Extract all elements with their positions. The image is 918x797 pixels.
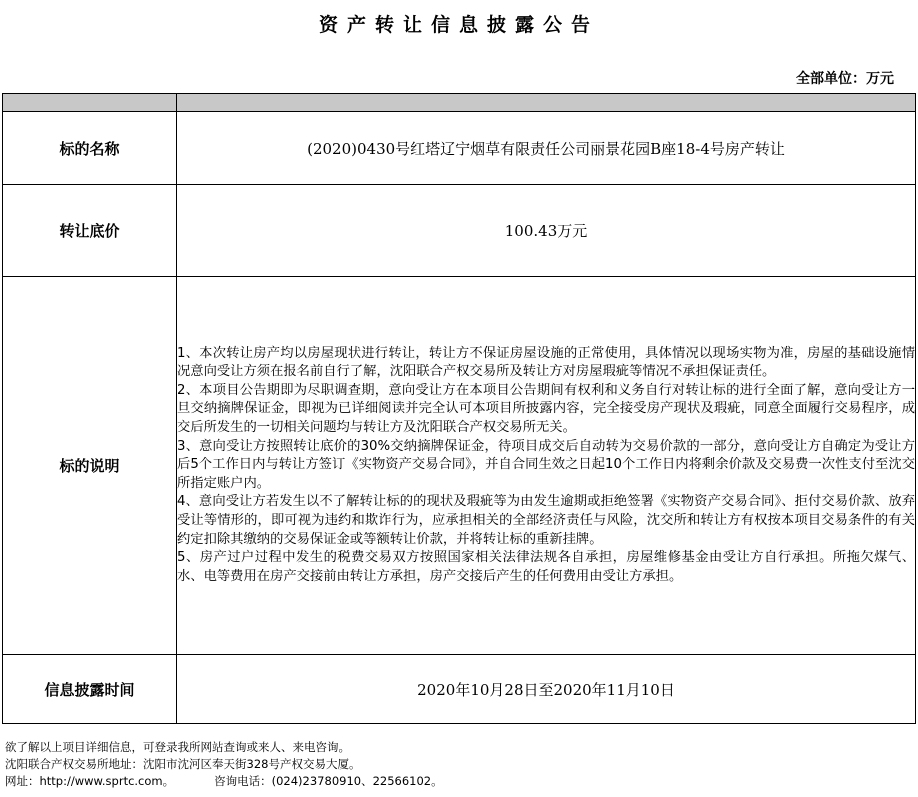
description-item: 3、意向受让方按照转让底价的30%交纳摘牌保证金，待项目成交后自动转为交易价款的一部分，意向受让方自确定为受让方后5个工作日内与转让方签订《实物资产交易合同》，并自合同生效之日起10个工作日内将剩余价款及交易费一次性支付至沈交所指定账户内。 xyxy=(177,438,915,491)
table-row-price xyxy=(3,185,916,277)
name-label: 标的名称 xyxy=(3,112,177,185)
table-row-name xyxy=(3,112,916,185)
footer-address-line: 沈阳联合产权交易所地址：沈阳市沈河区奉天街328号产权交易大厦。 xyxy=(5,757,361,771)
footer-website[interactable]: 网址：http://www.sprtc.com。 xyxy=(5,774,175,788)
description-item: 5、房产过户过程中发生的税费交易双方按照国家相关法律法规各自承担，房屋维修基金由受让方自行承担。所拖欠煤气、水、电等费用在房产交接前由转让方承担，房产交接后产生的任何费用由受让方承担。 xyxy=(177,550,915,584)
table-row-disclosure-time xyxy=(3,655,916,724)
description-item: 1、本次转让房产均以房屋现状进行转让，转让方不保证房屋设施的正常使用，具体情况以现场实物为准，房屋的基础设施情况意向受让方须在报名前自行了解，沈阳联合产权交易所及转让方对房屋瑕疵等情况不承担保证责任。 xyxy=(177,345,915,380)
description-item: 4、意向受让方若发生以不了解转让标的的现状及瑕疵等为由发生逾期或拒绝签署《实物资产交易合同》、拒付交易价款、放弃受让等情形的，即可视为违约和欺诈行为，应承担相关的全部经济责任与风险，沈交所和转让方有权按本项目交易条件的有关约定扣除其缴纳的交易保证金或等额转让价款，并将转让标的重新挂牌。 xyxy=(177,494,915,547)
footer-phone: 咨询电话：(024)23780910、22566102。 xyxy=(214,774,443,788)
price-value: 100.43万元 xyxy=(177,185,916,277)
description-content xyxy=(177,277,916,655)
disclosure-time-value: 2020年10月28日至2020年11月10日 xyxy=(177,655,916,724)
table-header-row xyxy=(3,94,916,112)
disclosure-table xyxy=(2,93,916,724)
unit-label: 全部单位：万元 xyxy=(796,71,894,87)
footer-contact-line xyxy=(5,773,443,790)
description-item: 2、本项目公告期即为尽职调查期，意向受让方在本项目公告期间有权利和义务自行对转让标的进行全面了解，意向受让方一旦交纳摘牌保证金，即视为已详细阅读并完全认可本项目所披露内容，完全接受房产现状及瑕疵，同意全面履行交易程序，成交后所发生的一切相关问题均与转让方及沈阳联合产权交易所无关。 xyxy=(177,382,915,436)
name-value: (2020)0430号红塔辽宁烟草有限责任公司丽景花园B座18-4号房产转让 xyxy=(177,112,916,185)
page-title: 资产转让信息披露公告 xyxy=(318,14,599,36)
disclosure-time-label: 信息披露时间 xyxy=(3,655,177,724)
header-cell-right xyxy=(177,94,916,112)
header-cell-left xyxy=(3,94,177,112)
footer xyxy=(5,739,443,790)
price-label: 转让底价 xyxy=(3,185,177,277)
table-row-description xyxy=(3,277,916,655)
footer-info-line: 欲了解以上项目详细信息，可登录我所网站查询或来人、来电咨询。 xyxy=(5,740,350,754)
description-label: 标的说明 xyxy=(3,277,177,655)
